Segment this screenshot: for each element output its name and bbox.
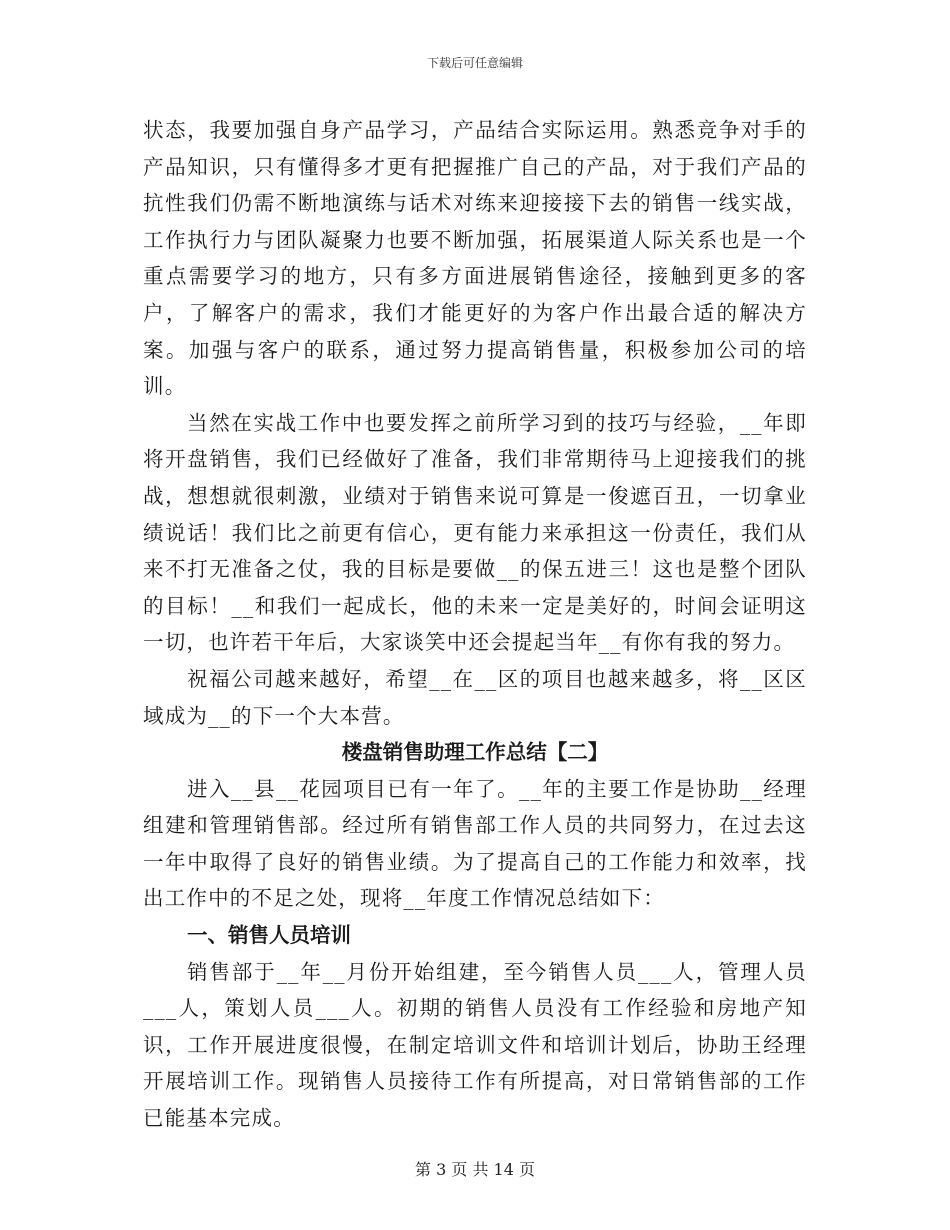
paragraph-intro: 进入__县__花园项目已有一年了。__年的主要工作是协助__经理组建和管理销售部。经过所有销售部工作人员的共同努力，在过去这一年中取得了良好的销售业绩。为了提高自己的工作能力和效率，找出工作中的不足之处，现将__年度工作情况总结如下： [143, 776, 807, 911]
page-header: 下载后可任意编辑 [426, 56, 523, 70]
paragraph-wishes: 祝福公司越来越好，希望__在__区的项目也越来越多，将__区区域成为__的下一个大本营。 [143, 666, 807, 728]
page-footer: 第 3 页 共 14 页 [415, 1160, 535, 1179]
section-title: 楼盘销售助理工作总结【二】 [341, 740, 609, 765]
paragraph-training: 销售部于__年__月份开始组建，至今销售人员___人，管理人员___人，策划人员___人。初期的销售人员没有工作经验和房地产知识，工作开展进度很慢，在制定培训文件和培训计划后，协助王经理开展培训工作。现销售人员接待工作有所提高，对日常销售部的工作已能基本完成。 [143, 959, 807, 1131]
paragraph-continuation: 状态，我要加强自身产品学习，产品结合实际运用。熟悉竞争对手的产品知识，只有懂得多才更有把握推广自己的产品，对于我们产品的抗性我们仍需不断地演练与话术对练来迎接接下去的销售一线实战，工作执行力与团队凝聚力也要不断加强，拓展渠道人际关系也是一个重点需要学习的地方，只有多方面进展销售途径，接触到更多的客户，了解客户的需求，我们才能更好的为客户作出最合适的解决方案。加强与客户的联系，通过努力提高销售量，积极参加公司的培训。 [143, 118, 807, 399]
paragraph-goals: 当然在实战工作中也要发挥之前所学习到的技巧与经验，__年即将开盘销售，我们已经做好了准备，我们非常期待马上迎接我们的挑战，想想就很刺激，业绩对于销售来说可算是一俊遮百丑，一切拿业绩说话！我们比之前更有信心，更有能力来承担这一份责任，我们从来不打无准备之仗，我的目标是要做__的保五进三！这也是整个团队的目标！__和我们一起成长，他的未来一定是美好的，时间会证明这一切，也许若干年后，大家谈笑中还会提起当年__有你有我的努力。 [143, 410, 807, 655]
document-body [143, 112, 807, 1137]
subsection-title: 一、销售人员培训 [187, 923, 351, 948]
